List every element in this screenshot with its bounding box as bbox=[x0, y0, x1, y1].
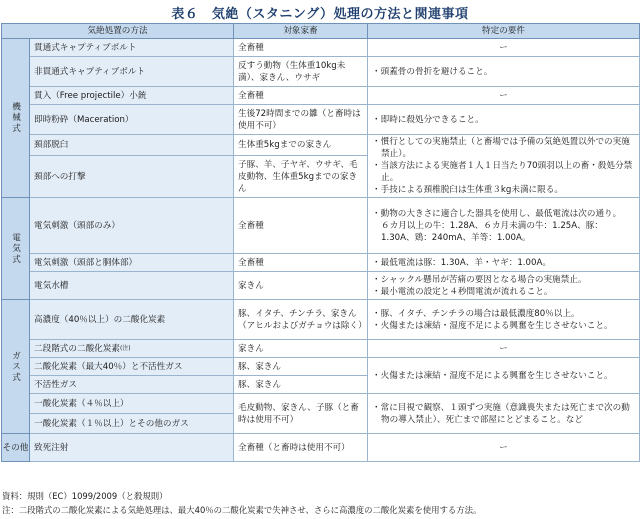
target-cell: 豚、家きん bbox=[234, 376, 368, 394]
target-cell: 子豚、羊、子ヤギ、ウサギ、毛皮動物、生体重5kgまでの家きん bbox=[234, 156, 368, 198]
requirement-line: ・火傷または凍結・湿度不足による興奮を生じさせないこと。 bbox=[372, 320, 613, 331]
table-row bbox=[2, 358, 640, 376]
requirement-cell: ー bbox=[368, 340, 640, 358]
table-title: 表６ 気絶（スタニング）処理の方法と関連事項 bbox=[171, 7, 469, 22]
table-row bbox=[2, 272, 640, 300]
table-row bbox=[2, 340, 640, 358]
table-row bbox=[2, 87, 640, 105]
source-note: 資料：規則（EC）1099/2009（と殺規則） bbox=[2, 491, 168, 501]
requirement-cell: ー bbox=[368, 39, 640, 57]
header-row bbox=[2, 24, 640, 39]
requirement-cell bbox=[368, 198, 640, 254]
footnote: 注：二段階式の二酸化炭素による気絶処理は、最大40％の二酸化炭素で失神させ、さらに高濃度の二酸化炭素を使用する方法。 bbox=[2, 505, 482, 515]
method-cell: 不活性ガス bbox=[30, 376, 234, 394]
method-cell: 一酸化炭素（１％以上）とその他のガス bbox=[30, 414, 234, 434]
target-cell: 豚、イタチ、チンチラ、家きん（アヒルおよびガチョウは除く） bbox=[234, 300, 368, 340]
header-requirements: 特定の要件 bbox=[368, 24, 640, 39]
category-mechanical: 機械式 bbox=[2, 39, 30, 198]
target-cell: 生後72時間までの雛（と畜時は使用不可） bbox=[234, 105, 368, 135]
header-target: 対象家畜 bbox=[234, 24, 368, 39]
target-cell: 全畜種 bbox=[234, 39, 368, 57]
table-row bbox=[2, 198, 640, 254]
requirement-cell: ・即時に殺処分できること。 bbox=[368, 105, 640, 135]
requirement-cell: ・火傷または凍結・湿度不足による興奮を生じさせないこと。 bbox=[368, 358, 640, 394]
table-row bbox=[2, 57, 640, 87]
requirement-line: ・動物の大きさに適合した器具を使用し、最低電流は次の通り。 bbox=[372, 208, 622, 219]
table-row bbox=[2, 39, 640, 57]
category-electrical: 電気式 bbox=[2, 198, 30, 300]
method-cell: 貫入（Free projectile）小銃 bbox=[30, 87, 234, 105]
target-cell: 反すう動物（生体重10kg未満）、家きん、ウサギ bbox=[234, 57, 368, 87]
requirement-line: ・当該方法による実施者１人１日当たり70頭羽以上の畜・殺処分禁止。 bbox=[372, 161, 633, 183]
method-cell: 電気刺激（頭部のみ） bbox=[30, 198, 234, 254]
target-cell: 全畜種 bbox=[234, 87, 368, 105]
requirement-cell: ー bbox=[368, 434, 640, 462]
target-cell: 家きん bbox=[234, 340, 368, 358]
requirement-cell: ー bbox=[368, 87, 640, 105]
requirement-cell: ・頭蓋骨の骨折を避けること。 bbox=[368, 57, 640, 87]
method-cell bbox=[30, 340, 234, 358]
target-cell: 家きん bbox=[234, 272, 368, 300]
table-row bbox=[2, 105, 640, 135]
table-row bbox=[2, 135, 640, 156]
target-cell: 豚、家きん bbox=[234, 358, 368, 376]
method-cell: 致死注射 bbox=[30, 434, 234, 462]
target-cell: 全畜種（と畜時は使用不可） bbox=[234, 434, 368, 462]
requirement-cell bbox=[368, 272, 640, 300]
method-cell: 非貫通式キャプティブボルト bbox=[30, 57, 234, 87]
table-row bbox=[2, 300, 640, 340]
requirement-line: ・シャックル懸吊が苦痛の要因となる場合の実施禁止。 bbox=[372, 274, 587, 285]
requirement-cell bbox=[368, 135, 640, 198]
method-cell: 貫通式キャプティブボルト bbox=[30, 39, 234, 57]
method-label: 二段階式の二酸化炭素 bbox=[34, 343, 120, 354]
header-method: 気絶処置の方法 bbox=[2, 24, 234, 39]
method-cell: 即時粉砕（Maceration） bbox=[30, 105, 234, 135]
stunning-methods-table bbox=[1, 23, 640, 462]
category-gas: ガス式 bbox=[2, 300, 30, 434]
requirement-line: ６カ月以上の牛：1.28A、６カ月未満の牛：1.25A、豚：1.30A、鶏：240mA、羊等：1.00A。 bbox=[381, 220, 603, 243]
method-cell: 一酸化炭素（４％以上） bbox=[30, 394, 234, 414]
requirement-cell bbox=[368, 300, 640, 340]
target-cell: 全畜種 bbox=[234, 254, 368, 272]
requirement-cell: ・常に目視で観察、１頭ずつ実施（意識喪失または死亡まで次の動物の導入禁止）、死亡まで部屋にとどまること。など bbox=[368, 394, 640, 434]
footnote-marker: (注) bbox=[119, 344, 131, 352]
target-cell: 生体重5kgまでの家きん bbox=[234, 135, 368, 156]
method-cell: 頚部への打撃 bbox=[30, 156, 234, 198]
method-cell: 二酸化炭素（最大40％）と不活性ガス bbox=[30, 358, 234, 376]
method-cell: 電気水槽 bbox=[30, 272, 234, 300]
table-row bbox=[2, 434, 640, 462]
requirement-line: ・手技による頚椎脱臼は生体重３kg未満に限る。 bbox=[372, 185, 563, 195]
method-cell: 高濃度（40％以上）の二酸化炭素 bbox=[30, 300, 234, 340]
table-row bbox=[2, 254, 640, 272]
table-row bbox=[2, 394, 640, 414]
method-cell: 電気刺激（頭部と胴体部） bbox=[30, 254, 234, 272]
requirement-line: ・慣行としての実施禁止（と畜場では予備の気絶処置以外での実施禁止）。 bbox=[372, 137, 630, 159]
requirement-line: ・最小電流の設定と４秒間電流が流れること。 bbox=[372, 286, 553, 297]
requirement-line: ・豚、イタチ、チンチラの場合は最低濃度80％以上。 bbox=[372, 308, 580, 319]
method-cell: 頚部脱臼 bbox=[30, 135, 234, 156]
target-cell: 毛皮動物、家きん、子豚（と畜時は使用不可） bbox=[234, 394, 368, 434]
target-cell: 全畜種 bbox=[234, 198, 368, 254]
category-other: その他 bbox=[2, 434, 30, 462]
requirement-cell: ・最低電流は豚：1.30A、羊・ヤギ：1.00A。 bbox=[368, 254, 640, 272]
